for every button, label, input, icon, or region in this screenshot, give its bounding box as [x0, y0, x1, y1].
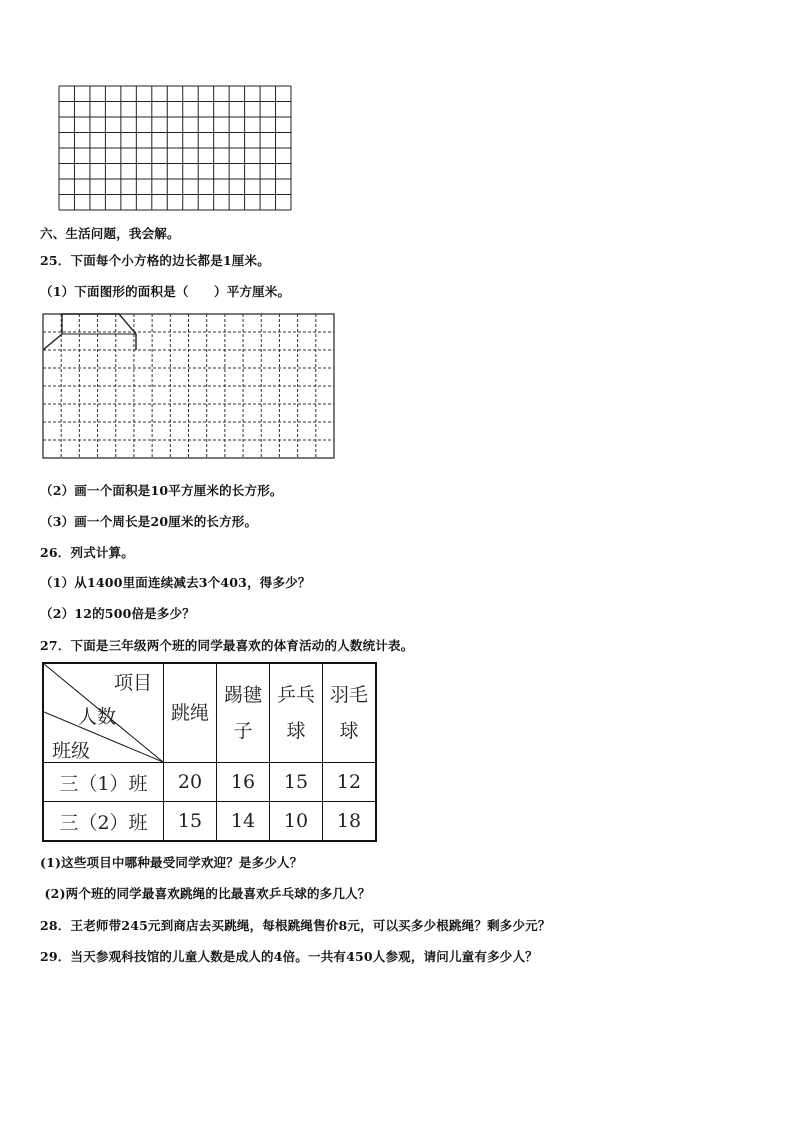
answer-grid-solid	[58, 85, 292, 211]
header-shuttlecock: 踢毽 子	[217, 663, 270, 763]
question-26-sub1: （1）从1400里面连续减去3个403，得多少？	[40, 575, 311, 590]
question-29-stem: 29．当天参观科技馆的儿童人数是成人的4倍。一共有450人参观，请问儿童有多少人？	[40, 949, 538, 964]
dashed-grid-figure	[42, 313, 338, 463]
question-27-sub2: (2)两个班的同学最喜欢跳绳的比最喜欢乒乓球的多几人？	[40, 886, 371, 901]
corner-label-count: 人数	[78, 706, 117, 728]
question-25-sub1: （1）下面图形的面积是（ ）平方厘米。	[40, 284, 291, 299]
question-25-sub3: （3）画一个周长是20厘米的长方形。	[40, 514, 258, 529]
question-26-stem: 26．列式计算。	[40, 545, 134, 560]
table-corner-cell	[43, 663, 164, 763]
section-title: 六、生活问题，我会解。	[40, 226, 180, 241]
row-label: 三（2）班	[43, 802, 164, 842]
header-badminton: 羽毛 球	[323, 663, 377, 763]
corner-label-item: 项目	[114, 672, 153, 694]
cell-value: 14	[217, 802, 270, 842]
cell-value: 10	[270, 802, 323, 842]
question-25-stem: 25．下面每个小方格的边长都是1厘米。	[40, 253, 270, 268]
cell-value: 20	[164, 763, 217, 802]
cell-value: 18	[323, 802, 377, 842]
question-28-stem: 28．王老师带245元到商店去买跳绳，每根跳绳售价8元，可以买多少根跳绳？剩多少元？	[40, 918, 551, 933]
question-27-sub1: (1)这些项目中哪种最受同学欢迎？是多少人？	[40, 855, 303, 870]
question-26-sub2: （2）12的500倍是多少？	[40, 606, 195, 621]
row-label: 三（1）班	[43, 763, 164, 802]
header-jump-rope: 跳绳	[164, 663, 217, 763]
cell-value: 12	[323, 763, 377, 802]
cell-value: 15	[270, 763, 323, 802]
cell-value: 16	[217, 763, 270, 802]
cell-value: 15	[164, 802, 217, 842]
corner-label-class: 班级	[52, 740, 91, 762]
table-row	[43, 763, 376, 802]
activity-stats-table	[42, 662, 377, 842]
question-27-stem: 27．下面是三年级两个班的同学最喜欢的体育活动的人数统计表。	[40, 638, 414, 653]
question-25-sub2: （2）画一个面积是10平方厘米的长方形。	[40, 483, 283, 498]
table-row	[43, 802, 376, 842]
header-table-tennis: 乒乓 球	[270, 663, 323, 763]
